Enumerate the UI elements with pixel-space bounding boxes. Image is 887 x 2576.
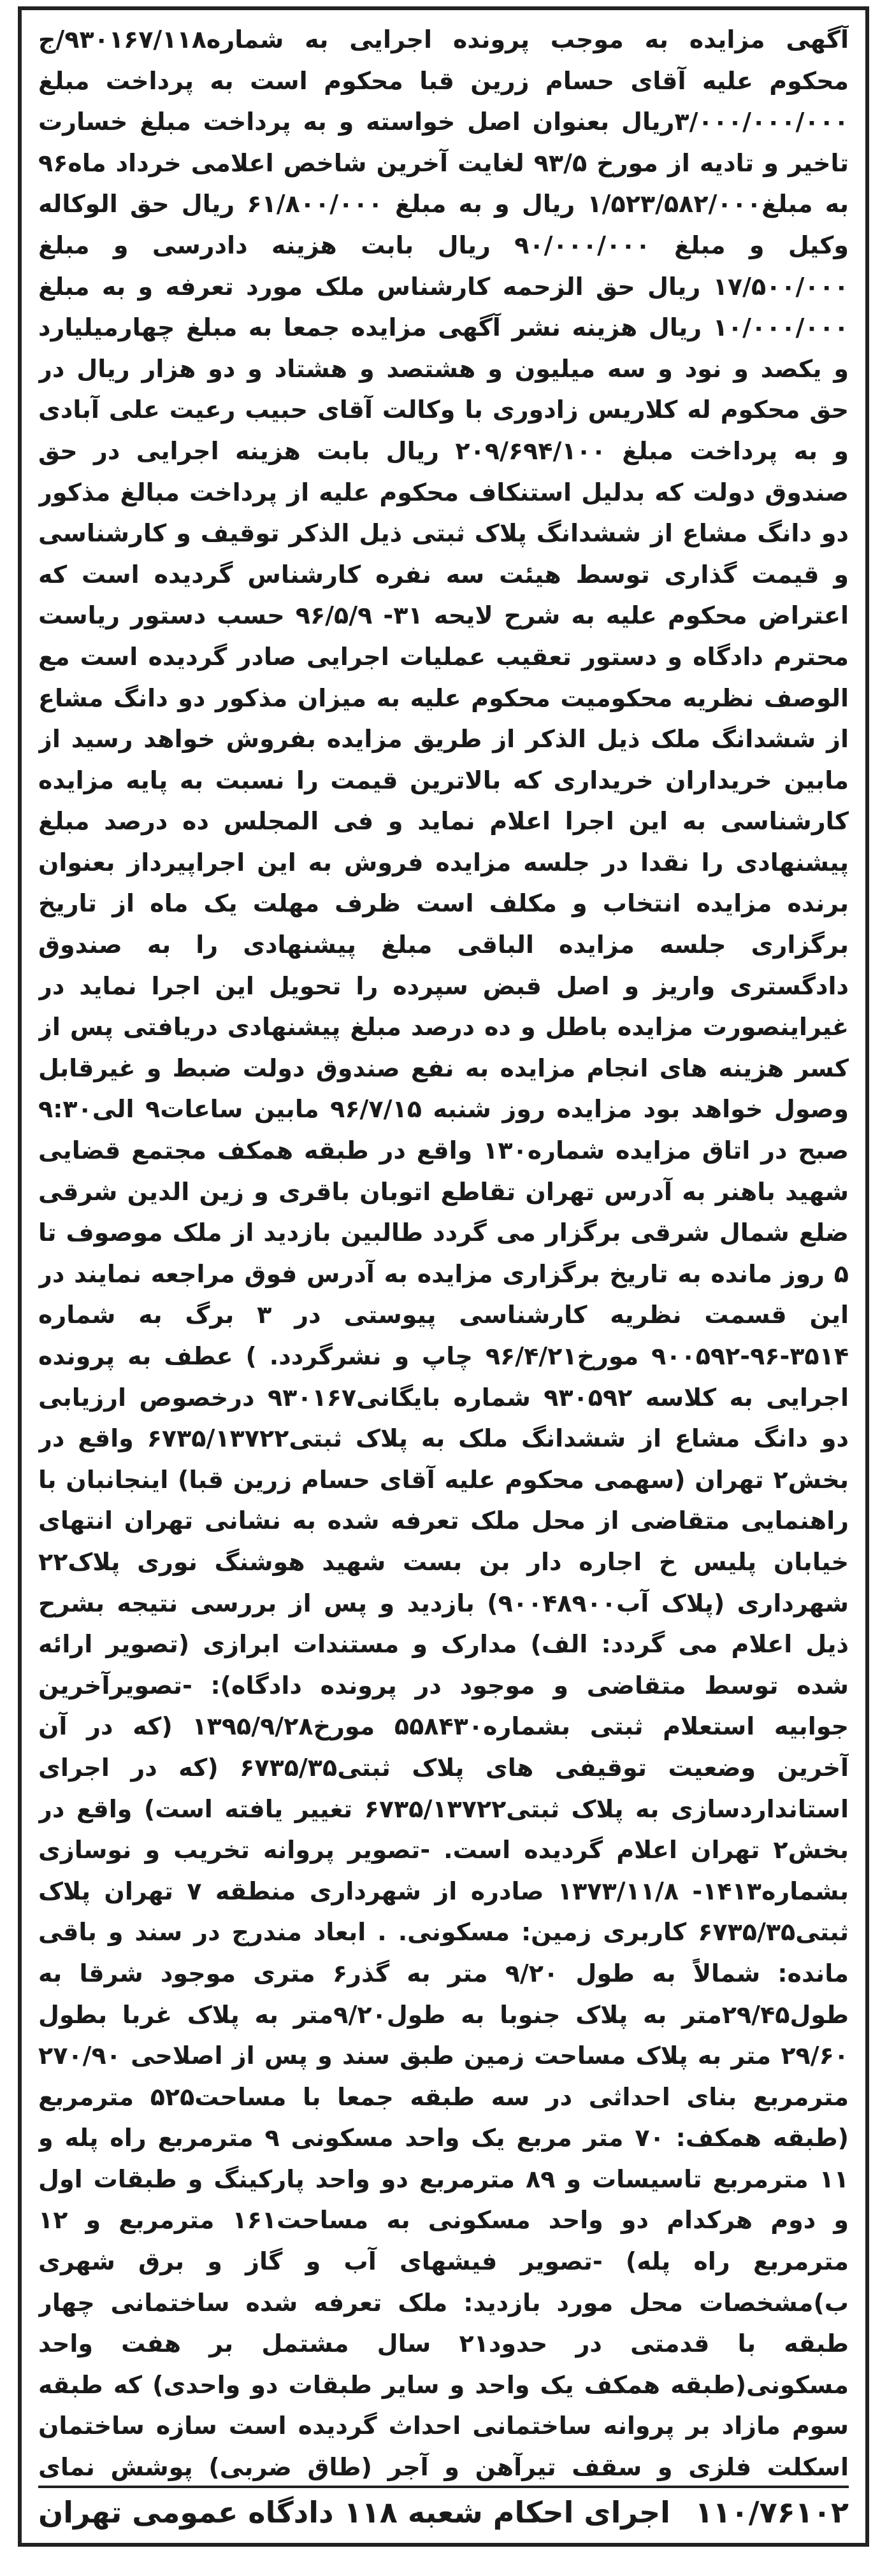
issuing-authority: اجرای احکام شعبه ۱۱۸ دادگاه عمومی تهران <box>38 2495 670 2529</box>
legal-notice-frame <box>18 6 869 2547</box>
notice-body <box>38 19 849 2484</box>
notice-code: ۱۱۰/۷۶۱۰۲ <box>695 2495 849 2529</box>
notice-paragraph: آگهی مزایده به موجب پرونده اجرایی به شماره۹۳۰۱۶۷/۱۱۸/ج محکوم علیه آقای حسام زرین قبا محکوم است به پرداخت مبلغ ۳/۰۰۰/۰۰۰/۰۰۰ریال بعنوان اصل خواسته و به پرداخت مبلغ خسارت تاخیر و تادیه از مورخ ۹۳/۵ لغایت آخرین شاخص اعلامی خرداد ماه۹۶ به مبلغ۱/۵۲۳/۵۸۲/۰۰۰ ریال و به مبلغ ۶۱/۸۰۰/۰۰۰ ریال حق الوکاله وکیل و مبلغ ۹۰/۰۰۰/۰۰۰ ریال بابت هزینه دادرسی و مبلغ ۱۷/۵۰۰/۰۰۰ ریال حق الزحمه کارشناس ملک مورد تعرفه و به مبلغ ۱۰/۰۰۰/۰۰۰ ریال هزینه نشر آگهی مزایده جمعا به مبلغ چهارمیلیارد و یکصد و نود و سه میلیون و هشتصد و هشتاد و دو هزار ریال در حق محکوم له کلاریس زادوری با وکالت آقای حبیب رعیت علی آبادی و به پرداخت مبلغ ۲۰۹/۶۹۴/۱۰۰ ریال بابت هزینه اجرایی در حق صندوق دولت که بدلیل استنکاف محکوم علیه از پرداخت مبالغ مذکور دو دانگ مشاع از ششدانگ پلاک ثبتی ذیل الذکر توقیف و کارشناسی و قیمت گذاری توسط هیئت سه نفره کارشناس گردیده است که اعتراض محکوم علیه به شرح لایحه ۳۱- ۹۶/۵/۹ حسب دستور ریاست محترم دادگاه و دستور تعقیب عملیات اجرایی صادر گردیده است مع الوصف نظریه محکومیت محکوم علیه به میزان مذکور دو دانگ مشاع از ششدانگ ملک ذیل الذکر از طریق مزایده بفروش خواهد رسید از مابین خریداران خریداری که بالاترین قیمت را نسبت به پایه مزایده کارشناسی به این اجرا اعلام نماید و فی المجلس ده درصد مبلغ پیشنهادی را نقدا در جلسه مزایده فروش به این اجراپیرداز بعنوان برنده مزایده انتخاب و مکلف است ظرف مهلت یک ماه از تاریخ برگزاری جلسه مزایده الباقی مبلغ پیشنهادی را به صندوق دادگستری واریز و اصل قبض سپرده را تحویل این اجرا نماید در غیراینصورت مزایده باطل و ده درصد مبلغ پیشنهادی دریافتی پس از کسر هزینه های انجام مزایده به نفع صندوق دولت ضبط و غیرقابل وصول خواهد بود مزایده روز شنبه ۹۶/۷/۱۵ مابین ساعات۹ الی۹:۳۰ صبح در اتاق مزایده شماره۱۳۰ واقع در طبقه همکف مجتمع قضایی شهید باهنر به آدرس تهران تقاطع اتوبان باقری و زین الدین شرقی ضلع شمال شرقی برگزار می گردد طالبین بازدید از ملک موصوف تا ۵ روز مانده به تاریخ برگزاری مزایده به آدرس فوق مراجعه نمایند در این قسمت نظریه کارشناسی پیوستی در ۳ برگ به شماره ۳۵۱۴-۹۶-۹۰۰۵۹۲ مورخ۹۶/۴/۲۱ چاپ و نشرگردد. ) عطف به پرونده اجرایی به کلاسه ۹۳۰۵۹۲ شماره بایگانی۹۳۰۱۶۷ درخصوص ارزیابی دو دانگ مشاع از ششدانگ ملک به پلاک ثبتی۶۷۳۵/۱۳۷۲۲ واقع در بخش۲ تهران (سهمی محکوم علیه آقای حسام زرین قبا) اینجانبان با راهنمایی متقاضی از محل ملک تعرفه شده به نشانی تهران انتهای خیابان پلیس خ اجاره دار بن بست شهید هوشنگ نوری پلاک۲۲ شهرداری (پلاک آب۹۰۰۴۸۹۰۰) بازدید و پس از بررسی نتیجه بشرح ذیل اعلام می گردد: الف) مدارک و مستندات ابرازی (تصویر ارائه شده توسط متقاضی و موجود در پرونده دادگاه): -تصویرآخرین جوابیه استعلام ثبتی بشماره۵۵۸۴۳۰ مورخ۱۳۹۵/۹/۲۸ (که در آن آخرین وضعیت توقیفی های پلاک ثبتی۶۷۳۵/۳۵ (که در اجرای استانداردسازی به پلاک ثبتی۶۷۳۵/۱۳۷۲۲ تغییر یافته است) واقع در بخش۲ تهران اعلام گردیده است. -تصویر پروانه تخریب و نوسازی بشماره۱۴۱۳- ۱۳۷۳/۱۱/۸ صادره از شهرداری منطقه ۷ تهران پلاک ثبتی۶۷۳۵/۳۵ کاربری زمین: مسکونی. . ابعاد مندرج در سند و باقی مانده: شمالاً به طول ۹/۲۰ متر به گذر۶ متری موجود شرقا به طول۲۹/۴۵متر به پلاک جنوبا به طول۹/۲۰متر به پلاک غربا بطول ۲۹/۶۰ متر به پلاک مساحت زمین طبق سند و پس از اصلاحی ۲۷۰/۹۰ مترمربع بنای احداثی در سه طبقه جمعا با مساحت۵۲۵ مترمربع (طبقه همکف: ۷۰ متر مربع یک واحد مسکونی ۹ مترمربع راه پله و ۱۱ مترمربع تاسیسات و ۸۹ مترمربع دو واحد پارکینگ و طبقات اول و دوم هرکدام دو واحد مسکونی به مساحت۱۶۱ مترمربع و ۱۲ مترمربع راه پله) -تصویر فیشهای آب و گاز و برق شهری ب)مشخصات محل مورد بازدید: ملک تعرفه شده ساختمانی چهار طبقه با قدمتی در حدود۲۱ سال مشتمل بر هفت واحد مسکونی(طبقه همکف یک واحد و سایر طبقات دو واحدی) که طبقه سوم مازاد بر پروانه ساختمانی احداث گردیده است سازه ساختمان اسکلت فلزی و سقف تیرآهن و آجر (طاق ضربی) پوشش نمای <box>38 25 849 2482</box>
notice-footer <box>38 2486 849 2537</box>
